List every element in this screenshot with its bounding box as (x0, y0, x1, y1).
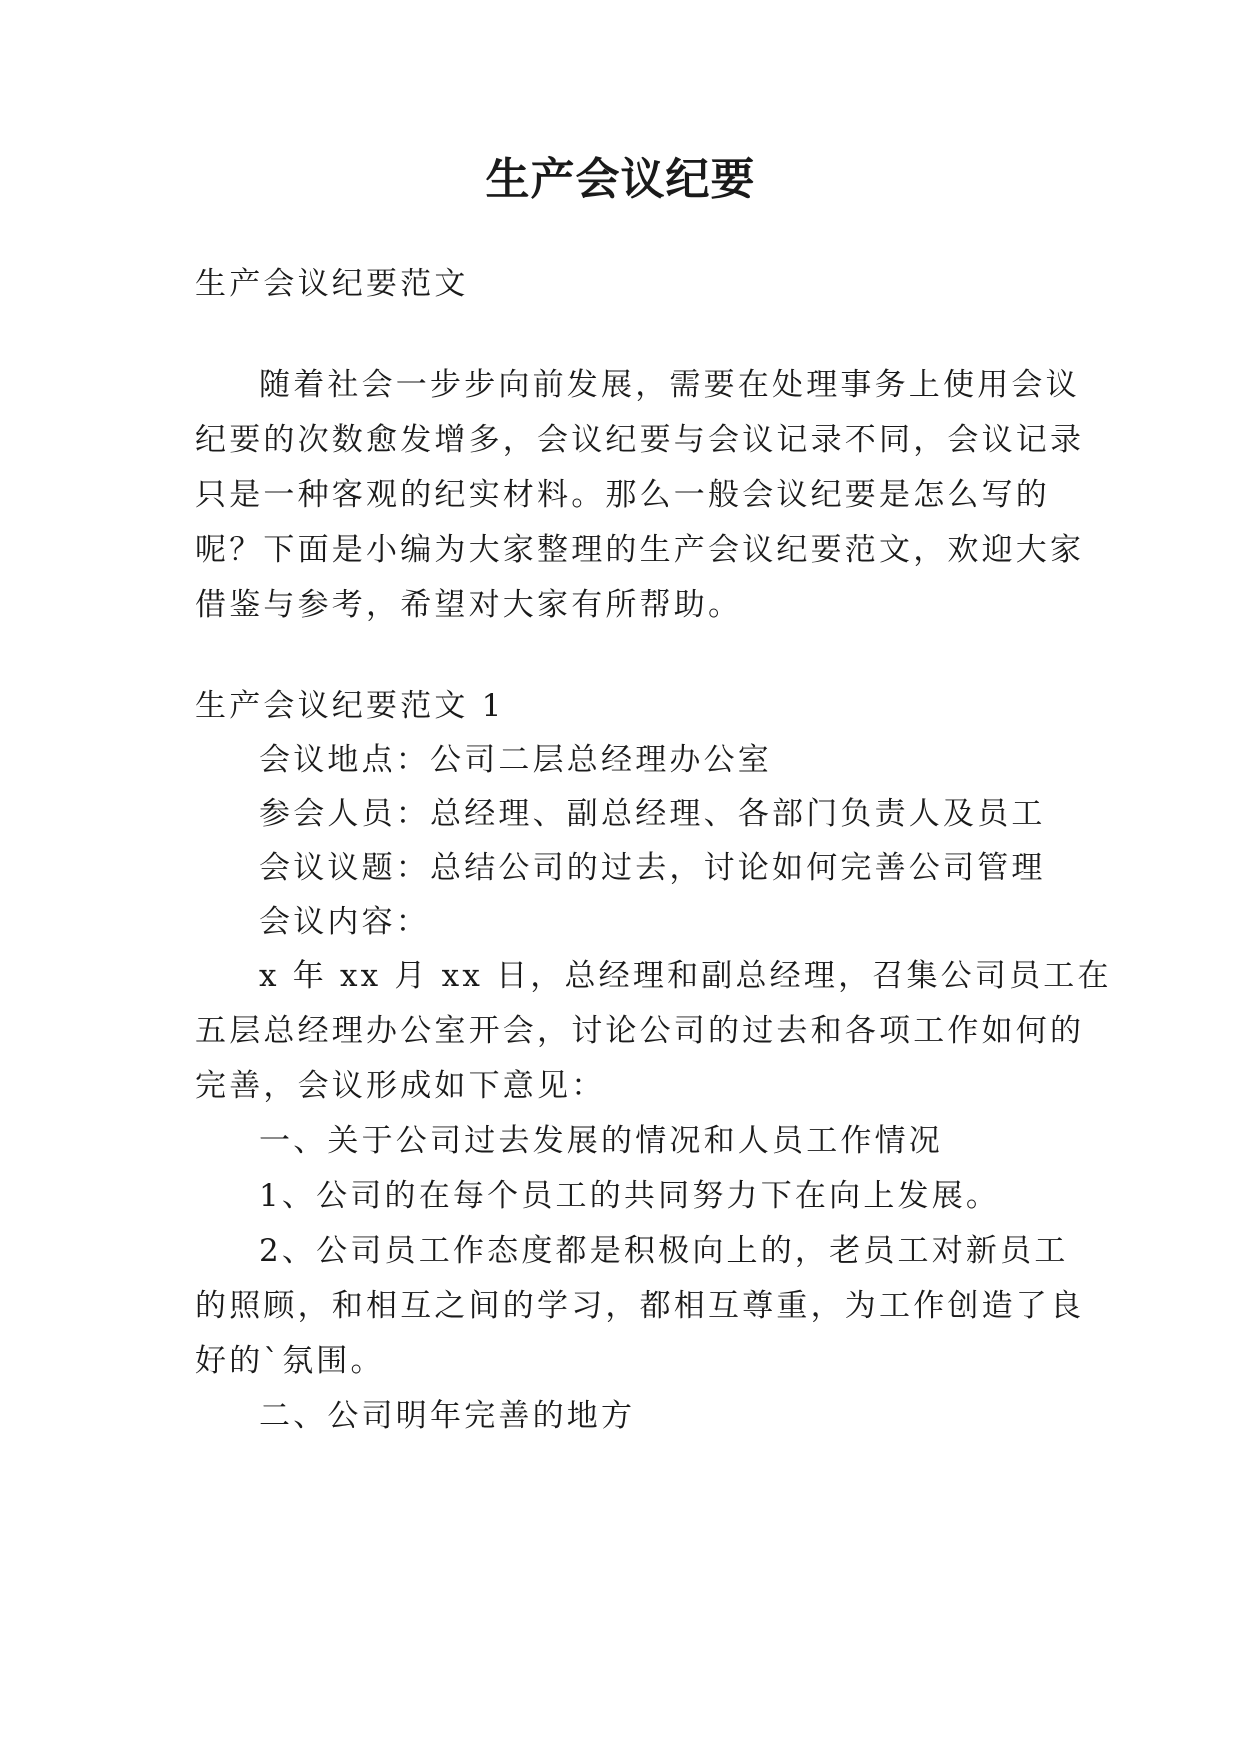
content-line-3: 完善，会议形成如下意见： (195, 1068, 606, 1104)
meeting-attendees: 参会人员：总经理、副总经理、各部门负责人及员工 (259, 796, 1046, 832)
point-one-item-2-line-1: 2、公司员工作态度都是积极向上的，老员工对新员工 (259, 1233, 1069, 1269)
point-one-item-2-line-2: 的照顾，和相互之间的学习，都相互尊重，为工作创造了良 (195, 1288, 1085, 1324)
meeting-topic: 会议议题：总结公司的过去，讨论如何完善公司管理 (259, 850, 1046, 886)
content-line-2: 五层总经理办公室开会，讨论公司的过去和各项工作如何的 (195, 1013, 1085, 1049)
meeting-content-label: 会议内容： (259, 904, 430, 940)
meeting-place: 会议地点：公司二层总经理办公室 (259, 742, 772, 778)
point-one-heading: 一、关于公司过去发展的情况和人员工作情况 (259, 1123, 943, 1159)
intro-line-2: 纪要的次数愈发增多，会议纪要与会议记录不同，会议记录 (195, 422, 1085, 458)
document-subtitle: 生产会议纪要范文 (195, 266, 469, 302)
intro-line-3: 只是一种客观的纪实材料。那么一般会议纪要是怎么写的 (195, 477, 1050, 513)
intro-line-1: 随着社会一步步向前发展，需要在处理事务上使用会议 (259, 367, 1080, 403)
point-one-item-1: 1、公司的在每个员工的共同努力下在向上发展。 (259, 1178, 1001, 1214)
content-line-1: x 年 xx 月 xx 日，总经理和副总经理，召集公司员工在 (259, 958, 1112, 994)
section-heading: 生产会议纪要范文 1 (195, 688, 505, 724)
point-one-item-2-line-3: 好的`氛围。 (195, 1343, 385, 1379)
page-title: 生产会议纪要 (485, 154, 756, 205)
intro-line-5: 借鉴与参考，希望对大家有所帮助。 (195, 587, 743, 623)
intro-line-4: 呢？下面是小编为大家整理的生产会议纪要范文，欢迎大家 (195, 532, 1085, 568)
point-two-heading: 二、公司明年完善的地方 (259, 1398, 636, 1434)
